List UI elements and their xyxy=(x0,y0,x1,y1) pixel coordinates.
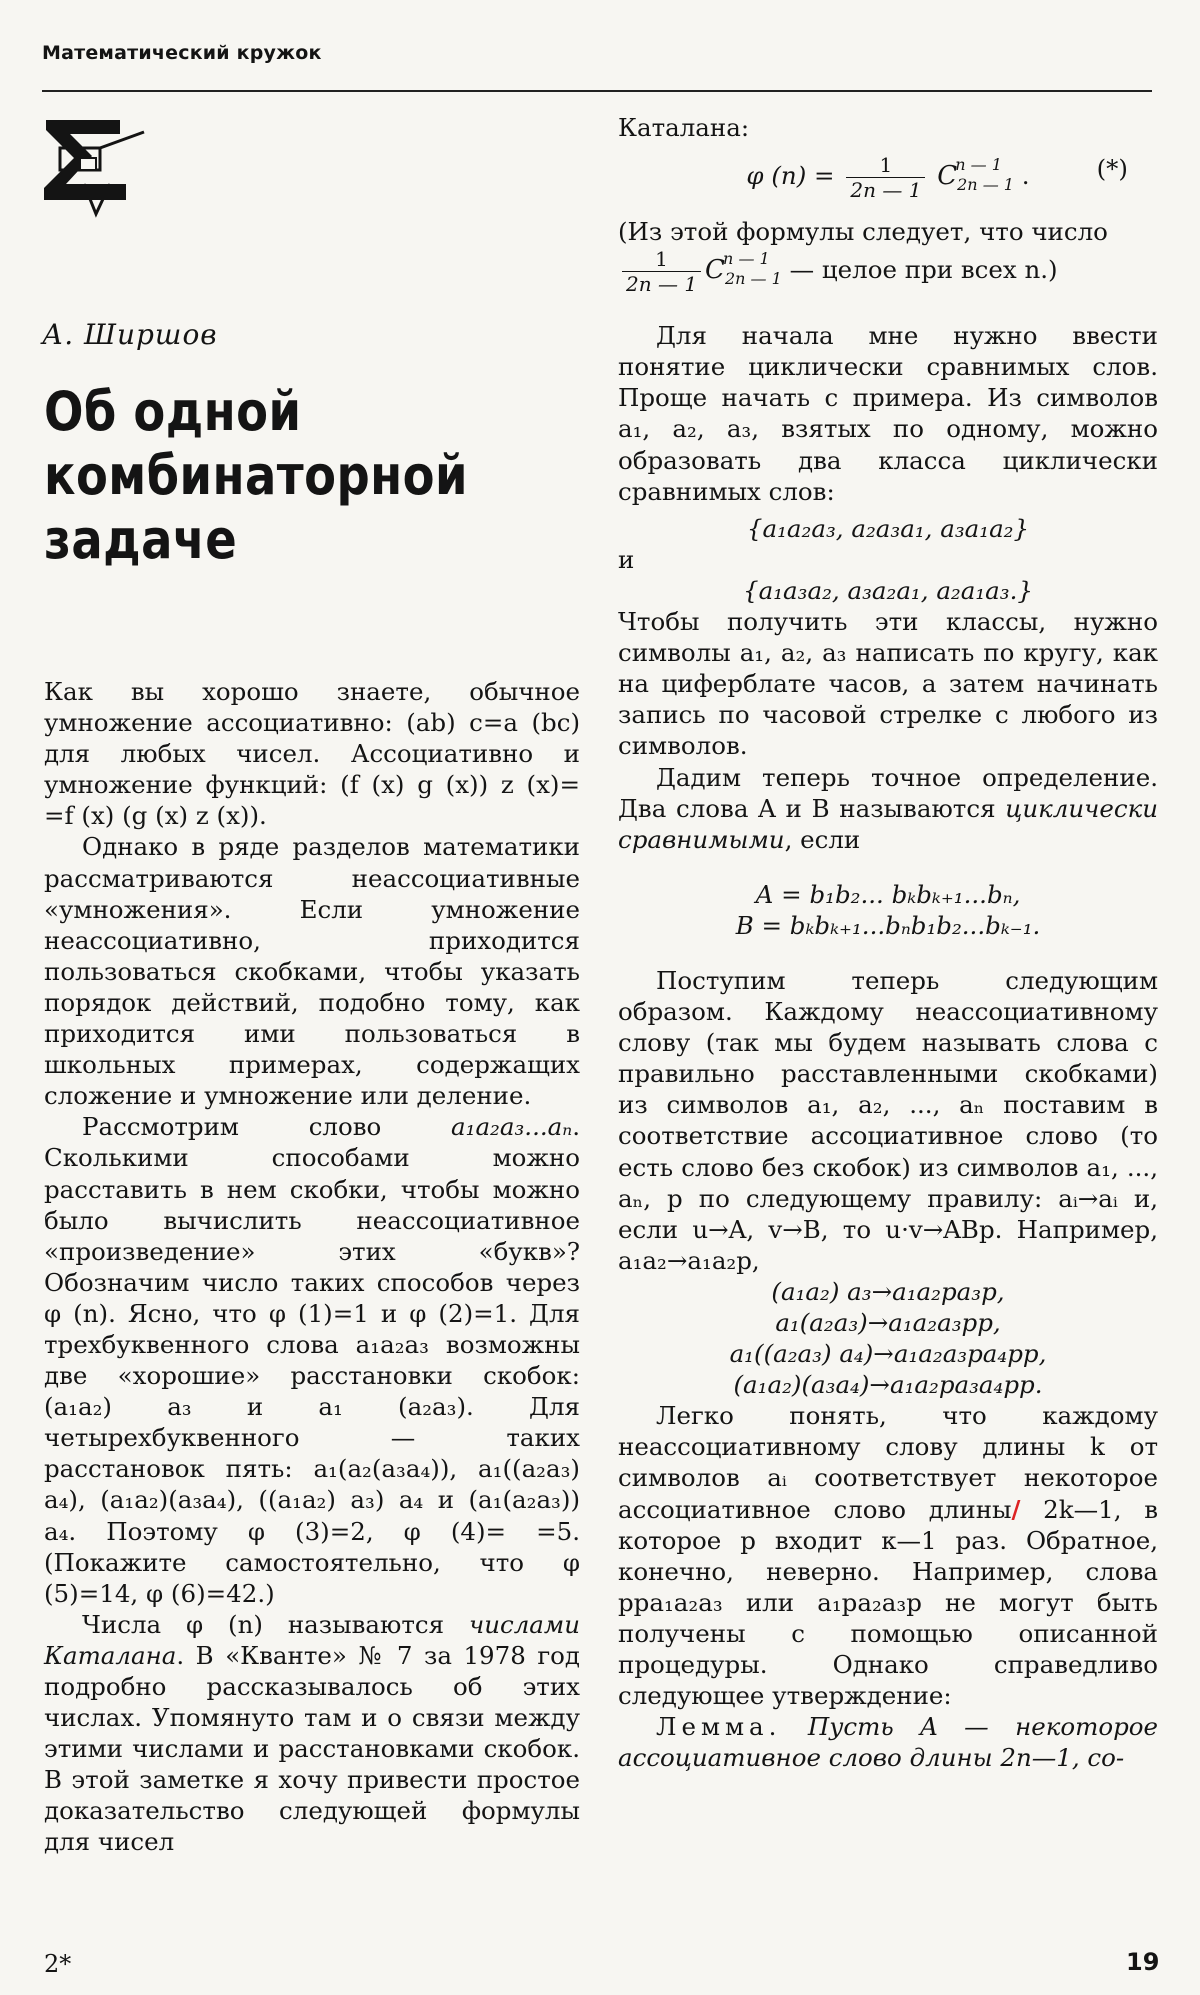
page-number: 19 xyxy=(1126,1948,1160,1976)
paragraph-definition xyxy=(618,762,1158,855)
header-rule xyxy=(42,90,1152,92)
class-set-1: {a₁a₂a₃, a₂a₃a₁, a₃a₁a₂} xyxy=(746,513,1030,543)
text-run: 2k—1, в которое p входит к—1 раз. Обратное, конечно, неверно. Например, слова ppa₁a₂a₃ или a₁pa₂a₃p не могут быть получены с помощью описанной процедуры. Однако справедливо следующее утверждение: xyxy=(618,1494,1158,1711)
binom-lower: 2n — 1 xyxy=(957,175,1014,195)
catalan-term: числами Каталана xyxy=(44,1609,580,1670)
text-run: . Сколькими способами можно расставить в нем скобки, чтобы можно было вычислить неассоциативное «произведение» этих «букв»? Обозначим число таких способов через φ (n). Ясно, что φ (1)=1 и φ (2)=1. Для трехбуквенного слова a₁a₂a₃ возможны две «хорошие» расстановки скобок: (a₁a₂) a₃ и a₁ (a₂a₃). Для четырехбуквенного — таких расстановок пять: a₁(a₂(a₃a₄)), a₁((a₂a₃) a₄), (a₁a₂)(a₃a₄), ((a₁a₂) a₃) a₄ и (a₁(a₂a₃)) a₄. Поэтому φ (3)=2, φ (4)= =5. (Покажите самостоятельно, что φ (5)=14, φ (6)=42.) xyxy=(44,1112,580,1608)
lemma-label: Лемма. xyxy=(656,1712,782,1742)
formula-lhs: φ (n) = xyxy=(746,161,835,191)
right-column xyxy=(618,112,1158,1773)
conjunction-and: и xyxy=(618,544,635,574)
cyclic-term: циклически сравнимыми xyxy=(618,793,1158,854)
text-run: Числа φ (n) называются xyxy=(82,1609,469,1639)
paragraph-mapping-rule: Поступим теперь следующим образом. Каждому неассоциативному слову (так мы будем называть слова с правильно расставленными скобками) из символов a₁, a₂, ..., aₙ поставим в соответствие ассоциативное слово (то есть слово без скобок) из символов a₁, ..., aₙ, p по следующему правилу: aᵢ→aᵢ и, если u→A, v→B, то u·v→ABp. Например, a₁a₂→a₁a₂p, xyxy=(618,965,1158,1275)
footer-signature: 2* xyxy=(44,1950,72,1978)
paragraph-integer-note xyxy=(618,216,1158,296)
left-column xyxy=(44,676,580,1858)
sigma-logo-icon xyxy=(40,118,150,218)
example-4: (a₁a₂)(a₃a₄)→a₁a₂pa₃a₄pp. xyxy=(733,1370,1043,1400)
paragraph-word-count xyxy=(44,1111,580,1609)
formula-fraction xyxy=(846,153,925,202)
fraction-denominator: 2n — 1 xyxy=(850,178,922,203)
title-line: комбинаторной xyxy=(44,444,468,507)
text-run: , если xyxy=(784,824,861,854)
formula-tag: (*) xyxy=(1096,154,1128,184)
title-line: задаче xyxy=(44,508,238,571)
paragraph-catalan xyxy=(44,1609,580,1858)
paragraph-intro: Как вы хорошо знаете, обычное умножение ассоциативно: (ab) c=a (bc) для любых чисел. Ассоциативно и умножение функций: (f (x) g (x)) z (x)= =f (x) (g (x) z (x)). xyxy=(44,677,580,831)
catalan-formula xyxy=(618,153,1158,202)
fraction-denominator: 2n — 1 xyxy=(626,272,698,297)
text-run: Рассмотрим слово xyxy=(82,1112,452,1142)
binomial-coefficient xyxy=(937,155,1014,195)
text-run: Дадим теперь точное определение. Два слова A и B называются xyxy=(618,762,1158,823)
class-set-2: {a₁a₃a₂, a₃a₂a₁, a₂a₁a₃.} xyxy=(743,575,1033,605)
lemma-text: Пусть A — некоторое ассоциативное слово длины 2n—1, со- xyxy=(618,1712,1158,1773)
text-run: (Из этой формулы следует, что число xyxy=(618,217,1108,247)
fraction-numerator: 1 xyxy=(846,153,925,178)
binom-upper: n — 1 xyxy=(955,155,1002,175)
text-run: . В «Кванте» № 7 за 1978 год подробно рассказывалось об этих числах. Упомянуто там и о связи между этими числами и расстановками скобок. В этой заметке я хочу привести простое доказательство следующей формулы для чисел xyxy=(44,1640,580,1857)
binom-symbol: C xyxy=(937,161,958,192)
paragraph-nonassociative: Однако в ряде разделов математики рассматриваются неассоциативные «умножения». Если умножение неассоциативно, приходится пользоваться скобками, чтобы указать порядок действий, подобно тому, как приходится ими пользоваться в школьных примерах, содержащих сложение и умножение или деление. xyxy=(44,832,580,1111)
paragraph-clock: Чтобы получить эти классы, нужно символы a₁, a₂, a₃ написать по кругу, как на циферблате часов, а затем начинать запись по часовой стрелке с любого из символов. xyxy=(618,607,1158,761)
note-fraction xyxy=(622,247,701,296)
binom-lower: 2n — 1 xyxy=(724,269,782,289)
paragraph-length xyxy=(618,1400,1158,1711)
fraction-numerator: 1 xyxy=(622,247,701,272)
paragraph-cyclic-intro: Для начала мне нужно ввести понятие циклически сравнимых слов. Проще начать с примера. Из символов a₁, a₂, a₃, взятых по одному, можно образовать два класса циклически сравнимых слов: xyxy=(618,321,1158,506)
equation-A: A = b₁b₂... bₖbₖ₊₁...bₙ, xyxy=(755,879,1021,909)
article-title xyxy=(44,380,491,572)
binom-symbol: C xyxy=(705,255,725,286)
title-line: Об одной xyxy=(44,380,302,443)
paragraph-lemma xyxy=(618,1711,1158,1773)
text-run: — целое при всех n.) xyxy=(789,255,1058,285)
note-binomial xyxy=(705,249,782,289)
example-2: a₁(a₂a₃)→a₁a₂a₃pp, xyxy=(775,1308,1001,1337)
text-run: Легко понять, что каждому неассоциативному слову длины k от символов aᵢ соответствует некоторое ассоциативное слово длины xyxy=(618,1401,1158,1524)
example-3: a₁((a₂a₃) a₄)→a₁a₂a₃pa₄pp, xyxy=(729,1339,1047,1369)
example-1: (a₁a₂) a₃→a₁a₂pa₃p, xyxy=(771,1276,1005,1306)
word-formula: a₁a₂a₃...aₙ xyxy=(451,1112,573,1142)
pencil-mark: / xyxy=(1011,1494,1021,1524)
formula-end: . xyxy=(1021,161,1030,191)
section-header: Математический кружок xyxy=(42,42,322,64)
binom-upper: n — 1 xyxy=(723,249,770,269)
paragraph-catalan-cont: Каталана: xyxy=(618,113,750,142)
article-author: А. Ширшов xyxy=(42,318,218,351)
equation-B: B = bₖbₖ₊₁...bₙb₁b₂...bₖ₋₁. xyxy=(735,910,1041,940)
